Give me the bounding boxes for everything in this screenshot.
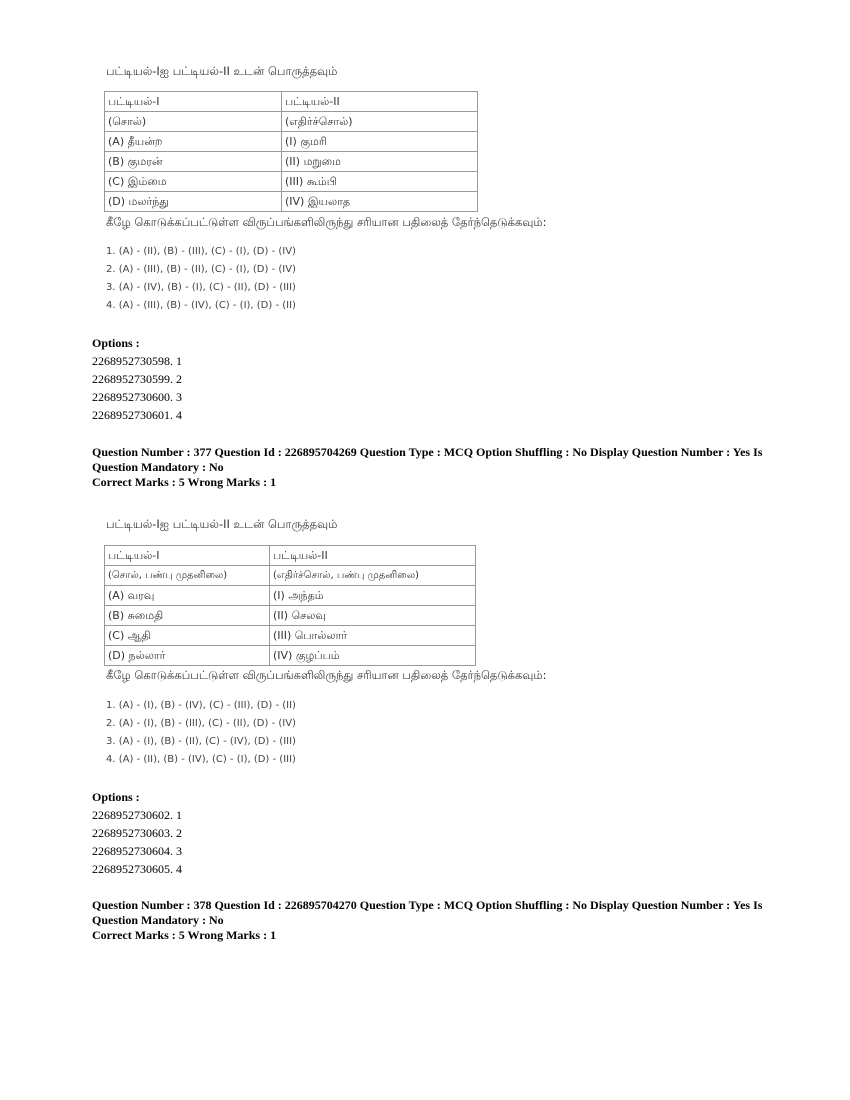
match-table — [104, 545, 476, 666]
table-cell: பட்டியல்-I — [105, 92, 282, 112]
question-header: Question Number : 378 Question Id : 226895704270 Question Type : MCQ Option Shuffling : No Display Question Number : Yes Is Question Mandatory : No — [92, 898, 763, 927]
option-id: 2268952730602. 1 — [92, 808, 182, 822]
table-cell: பட்டியல்-II — [270, 546, 476, 566]
list-item: 4. (A) - (II), (B) - (IV), (C) - (I), (D) - (III) — [106, 754, 296, 765]
question-instruction: கீழே கொடுக்கப்பட்டுள்ள விருப்பங்களிலிருந்து சரியான பதிலைத் தேர்ந்தெடுக்கவும்: — [106, 668, 547, 682]
list-item: 2. (A) - (III), (B) - (II), (C) - (I), (D) - (IV) — [106, 264, 296, 275]
list-item: 4. (A) - (III), (B) - (IV), (C) - (I), (D) - (II) — [106, 300, 296, 311]
list-item: 1. (A) - (I), (B) - (IV), (C) - (III), (D) - (II) — [106, 700, 296, 711]
answer-choices — [106, 697, 296, 769]
table-row — [105, 646, 476, 666]
table-cell: (I) அந்தம் — [270, 586, 476, 606]
question-intro: பட்டியல்-Iஐ பட்டியல்-II உடன் பொருத்தவும் — [106, 517, 338, 531]
table-cell: (எதிர்ச்சொல், பண்பு முதனிலை) — [270, 566, 476, 586]
table-cell: (C) இம்மை — [105, 172, 282, 192]
question-meta — [92, 898, 772, 943]
table-cell: (B) குமரன் — [105, 152, 282, 172]
options-block — [92, 334, 182, 424]
match-table — [104, 91, 478, 212]
table-row — [105, 566, 476, 586]
question-instruction: கீழே கொடுக்கப்பட்டுள்ள விருப்பங்களிலிருந்து சரியான பதிலைத் தேர்ந்தெடுக்கவும்: — [106, 215, 547, 229]
table-cell: பட்டியல்-II — [282, 92, 478, 112]
list-item: 3. (A) - (IV), (B) - (I), (C) - (II), (D) - (III) — [106, 282, 296, 293]
table-row — [105, 626, 476, 646]
options-block — [92, 788, 182, 878]
table-cell: (IV) இயலாத — [282, 192, 478, 212]
table-cell: (D) மலர்ந்து — [105, 192, 282, 212]
option-id: 2268952730604. 3 — [92, 844, 182, 858]
table-cell: (III) பொல்லார் — [270, 626, 476, 646]
question-intro: பட்டியல்-Iஐ பட்டியல்-II உடன் பொருத்தவும் — [106, 64, 338, 78]
option-id: 2268952730601. 4 — [92, 408, 182, 422]
option-id: 2268952730605. 4 — [92, 862, 182, 876]
table-cell: (I) குமரி — [282, 132, 478, 152]
table-cell: (II) செலவு — [270, 606, 476, 626]
table-cell: (சொல்) — [105, 112, 282, 132]
table-cell: (III) கூம்பி — [282, 172, 478, 192]
option-id: 2268952730599. 2 — [92, 372, 182, 386]
question-meta — [92, 445, 772, 490]
list-item: 3. (A) - (I), (B) - (II), (C) - (IV), (D) - (III) — [106, 736, 296, 747]
table-row — [105, 172, 478, 192]
table-cell: பட்டியல்-I — [105, 546, 270, 566]
table-row — [105, 132, 478, 152]
marks-line: Correct Marks : 5 Wrong Marks : 1 — [92, 928, 277, 942]
table-row — [105, 112, 478, 132]
table-row — [105, 192, 478, 212]
answer-choices — [106, 243, 296, 315]
marks-line: Correct Marks : 5 Wrong Marks : 1 — [92, 475, 277, 489]
table-cell: (IV) குழப்பம் — [270, 646, 476, 666]
table-cell: (A) தீயன்ற — [105, 132, 282, 152]
question-header: Question Number : 377 Question Id : 226895704269 Question Type : MCQ Option Shuffling : No Display Question Number : Yes Is Question Mandatory : No — [92, 445, 763, 474]
option-id: 2268952730600. 3 — [92, 390, 182, 404]
table-row — [105, 586, 476, 606]
options-heading: Options : — [92, 336, 140, 350]
option-id: 2268952730603. 2 — [92, 826, 182, 840]
table-cell: (B) சுமைதி — [105, 606, 270, 626]
table-cell: (C) ஆதி — [105, 626, 270, 646]
option-id: 2268952730598. 1 — [92, 354, 182, 368]
table-cell: (D) நல்லார் — [105, 646, 270, 666]
table-row — [105, 606, 476, 626]
list-item: 2. (A) - (I), (B) - (III), (C) - (II), (D) - (IV) — [106, 718, 296, 729]
table-cell: (A) வரவு — [105, 586, 270, 606]
table-cell: (II) மறுமை — [282, 152, 478, 172]
table-cell: (சொல், பண்பு முதனிலை) — [105, 566, 270, 586]
options-heading: Options : — [92, 790, 140, 804]
table-cell: (எதிர்ச்சொல்) — [282, 112, 478, 132]
table-row — [105, 92, 478, 112]
table-row — [105, 152, 478, 172]
table-row — [105, 546, 476, 566]
list-item: 1. (A) - (II), (B) - (III), (C) - (I), (D) - (IV) — [106, 246, 296, 257]
